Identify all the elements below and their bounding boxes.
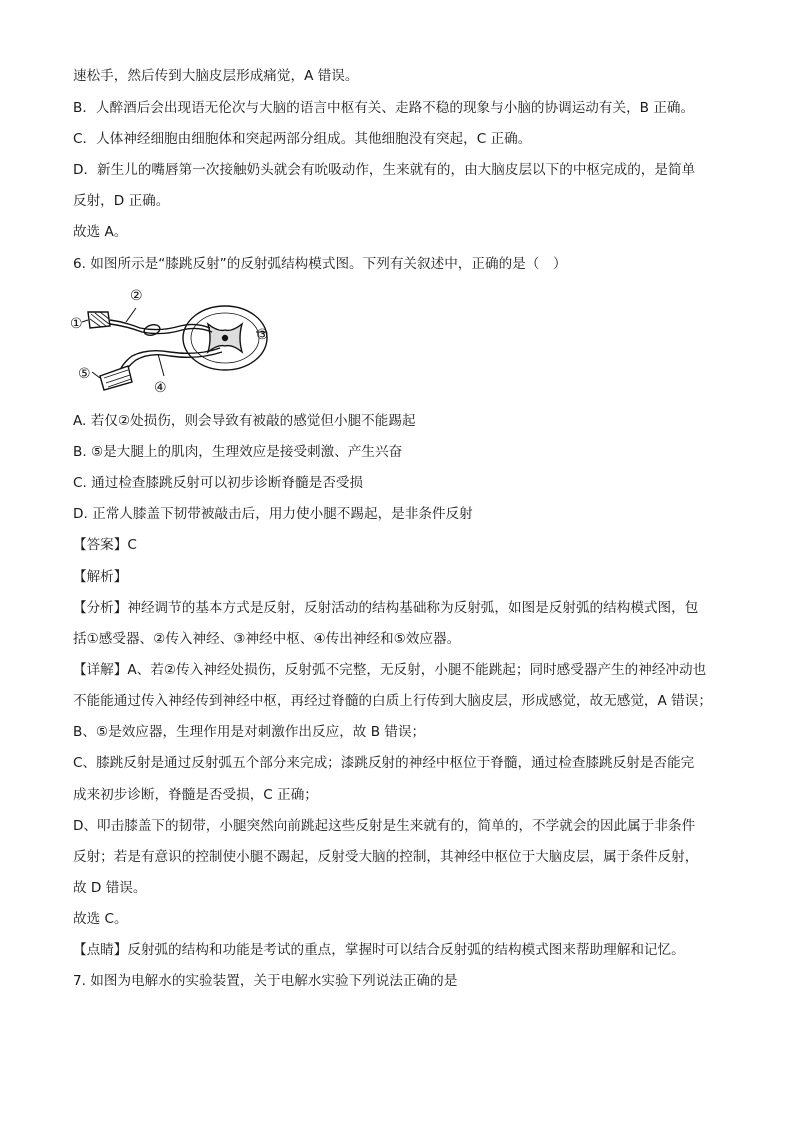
label-2: ② [130, 288, 143, 304]
dianjing-line [73, 941, 685, 959]
option-a: A. 若仅②处损伤，则会导致有被敲的感觉但小腿不能踢起 [73, 413, 416, 429]
fenxi-tag: 【分析】 [73, 600, 128, 616]
central-canal [223, 336, 228, 341]
text-line: C．人体神经细胞由细胞体和突起两部分组成。其他细胞没有突起，C 正确。 [73, 131, 532, 147]
text-line: 速松手，然后传到大脑皮层形成痛觉，A 错误。 [73, 68, 359, 84]
xiangjie-line: 故 D 错误。 [73, 880, 147, 896]
answer-line [73, 536, 137, 554]
text-line: 故选 A。 [73, 224, 128, 240]
text-line: D．新生儿的嘴唇第一次接触奶头就会有吮吸动作，生来就有的，由大脑皮层以下的中枢完成的，是简单 [73, 162, 696, 178]
xiangjie-line: 故选 C。 [73, 911, 128, 927]
text-line: B．人醉酒后会出现语无伦次与大脑的语言中枢有关、走路不稳的现象与小脑的协调运动有关，B 正确。 [73, 100, 695, 116]
xiangjie-line: 成来初步诊断，脊髓是否受损，C 正确； [73, 787, 318, 803]
option-d: D. 正常人膝盖下韧带被敲击后，用力使小腿不踢起，是非条件反射 [73, 506, 473, 522]
question-7-stem: 7. 如图为电解水的实验装置，关于电解水实验下列说法正确的是 [73, 973, 458, 989]
answer-tag: 【答案】 [73, 537, 128, 553]
label-4: ④ [154, 380, 167, 396]
fenxi-text: 神经调节的基本方式是反射，反射活动的结构基础称为反射弧，如图是反射弧的结构模式图，包 [127, 600, 699, 616]
xiangjie-line: 反射；若是有意识的控制使小腿不踢起，反射受大脑的控制，其神经中枢位于大脑皮层，属于条件反射， [73, 849, 699, 865]
efferent-nerve-2 [124, 352, 222, 374]
dianjing-tag: 【点睛】 [73, 942, 128, 958]
text-line: 反射，D 正确。 [73, 193, 170, 209]
reflex-arc-svg [70, 286, 275, 398]
pointer-1 [82, 320, 88, 322]
xiangjie-line-1 [73, 661, 706, 679]
answer-value: C [127, 537, 137, 553]
fenxi-line-2: 括①感受器、②传入神经、③神经中枢、④传出神经和⑤效应器。 [73, 631, 461, 647]
label-3: ③ [256, 327, 269, 343]
option-c: C. 通过检查膝跳反射可以初步诊断脊髓是否受损 [73, 475, 364, 491]
label-1: ① [70, 316, 83, 332]
pointer-4 [158, 354, 164, 376]
xiangjie-line: D、叩击膝盖下的韧带，小腿突然向前跳起这些反射是生来就有的，简单的，不学就会的因此属于非条件 [73, 818, 696, 834]
xiangjie-text: A、若②传入神经处损伤，反射弧不完整，无反射，小腿不能跳起；同时感受器产生的神经冲动也 [127, 662, 707, 678]
label-5: ⑤ [78, 366, 91, 382]
question-6-stem: 6. 如图所示是“膝跳反射”的反射弧结构模式图。下列有关叙述中，正确的是（ ） [73, 256, 567, 272]
xiangjie-line: 不能能通过传入神经传到神经中枢，再经过脊髓的白质上行传到大脑皮层，形成感觉，故无感觉，A 错误； [73, 693, 712, 709]
fenxi-line-1 [73, 599, 698, 617]
xiangjie-line: C、膝跳反射是通过反射弧五个部分来完成；漆跳反射的神经中枢位于脊髓，通过检查膝跳反射是否能完 [73, 755, 695, 771]
xiangjie-line: B、⑤是效应器，生理作用是对刺激作出反应，故 B 错误； [73, 724, 426, 740]
xiangjie-tag: 【详解】 [73, 662, 128, 678]
pointer-5 [92, 372, 100, 378]
pointer-2 [126, 308, 136, 322]
analysis-tag: 【解析】 [73, 569, 128, 585]
option-b: B. ⑤是大腿上的肌肉，生理效应是接受刺激、产生兴奋 [73, 444, 403, 460]
dianjing-text: 反射弧的结构和功能是考试的重点，掌握时可以结合反射弧的结构模式图来帮助理解和记忆。 [127, 942, 685, 958]
reflex-arc-diagram [70, 286, 275, 398]
